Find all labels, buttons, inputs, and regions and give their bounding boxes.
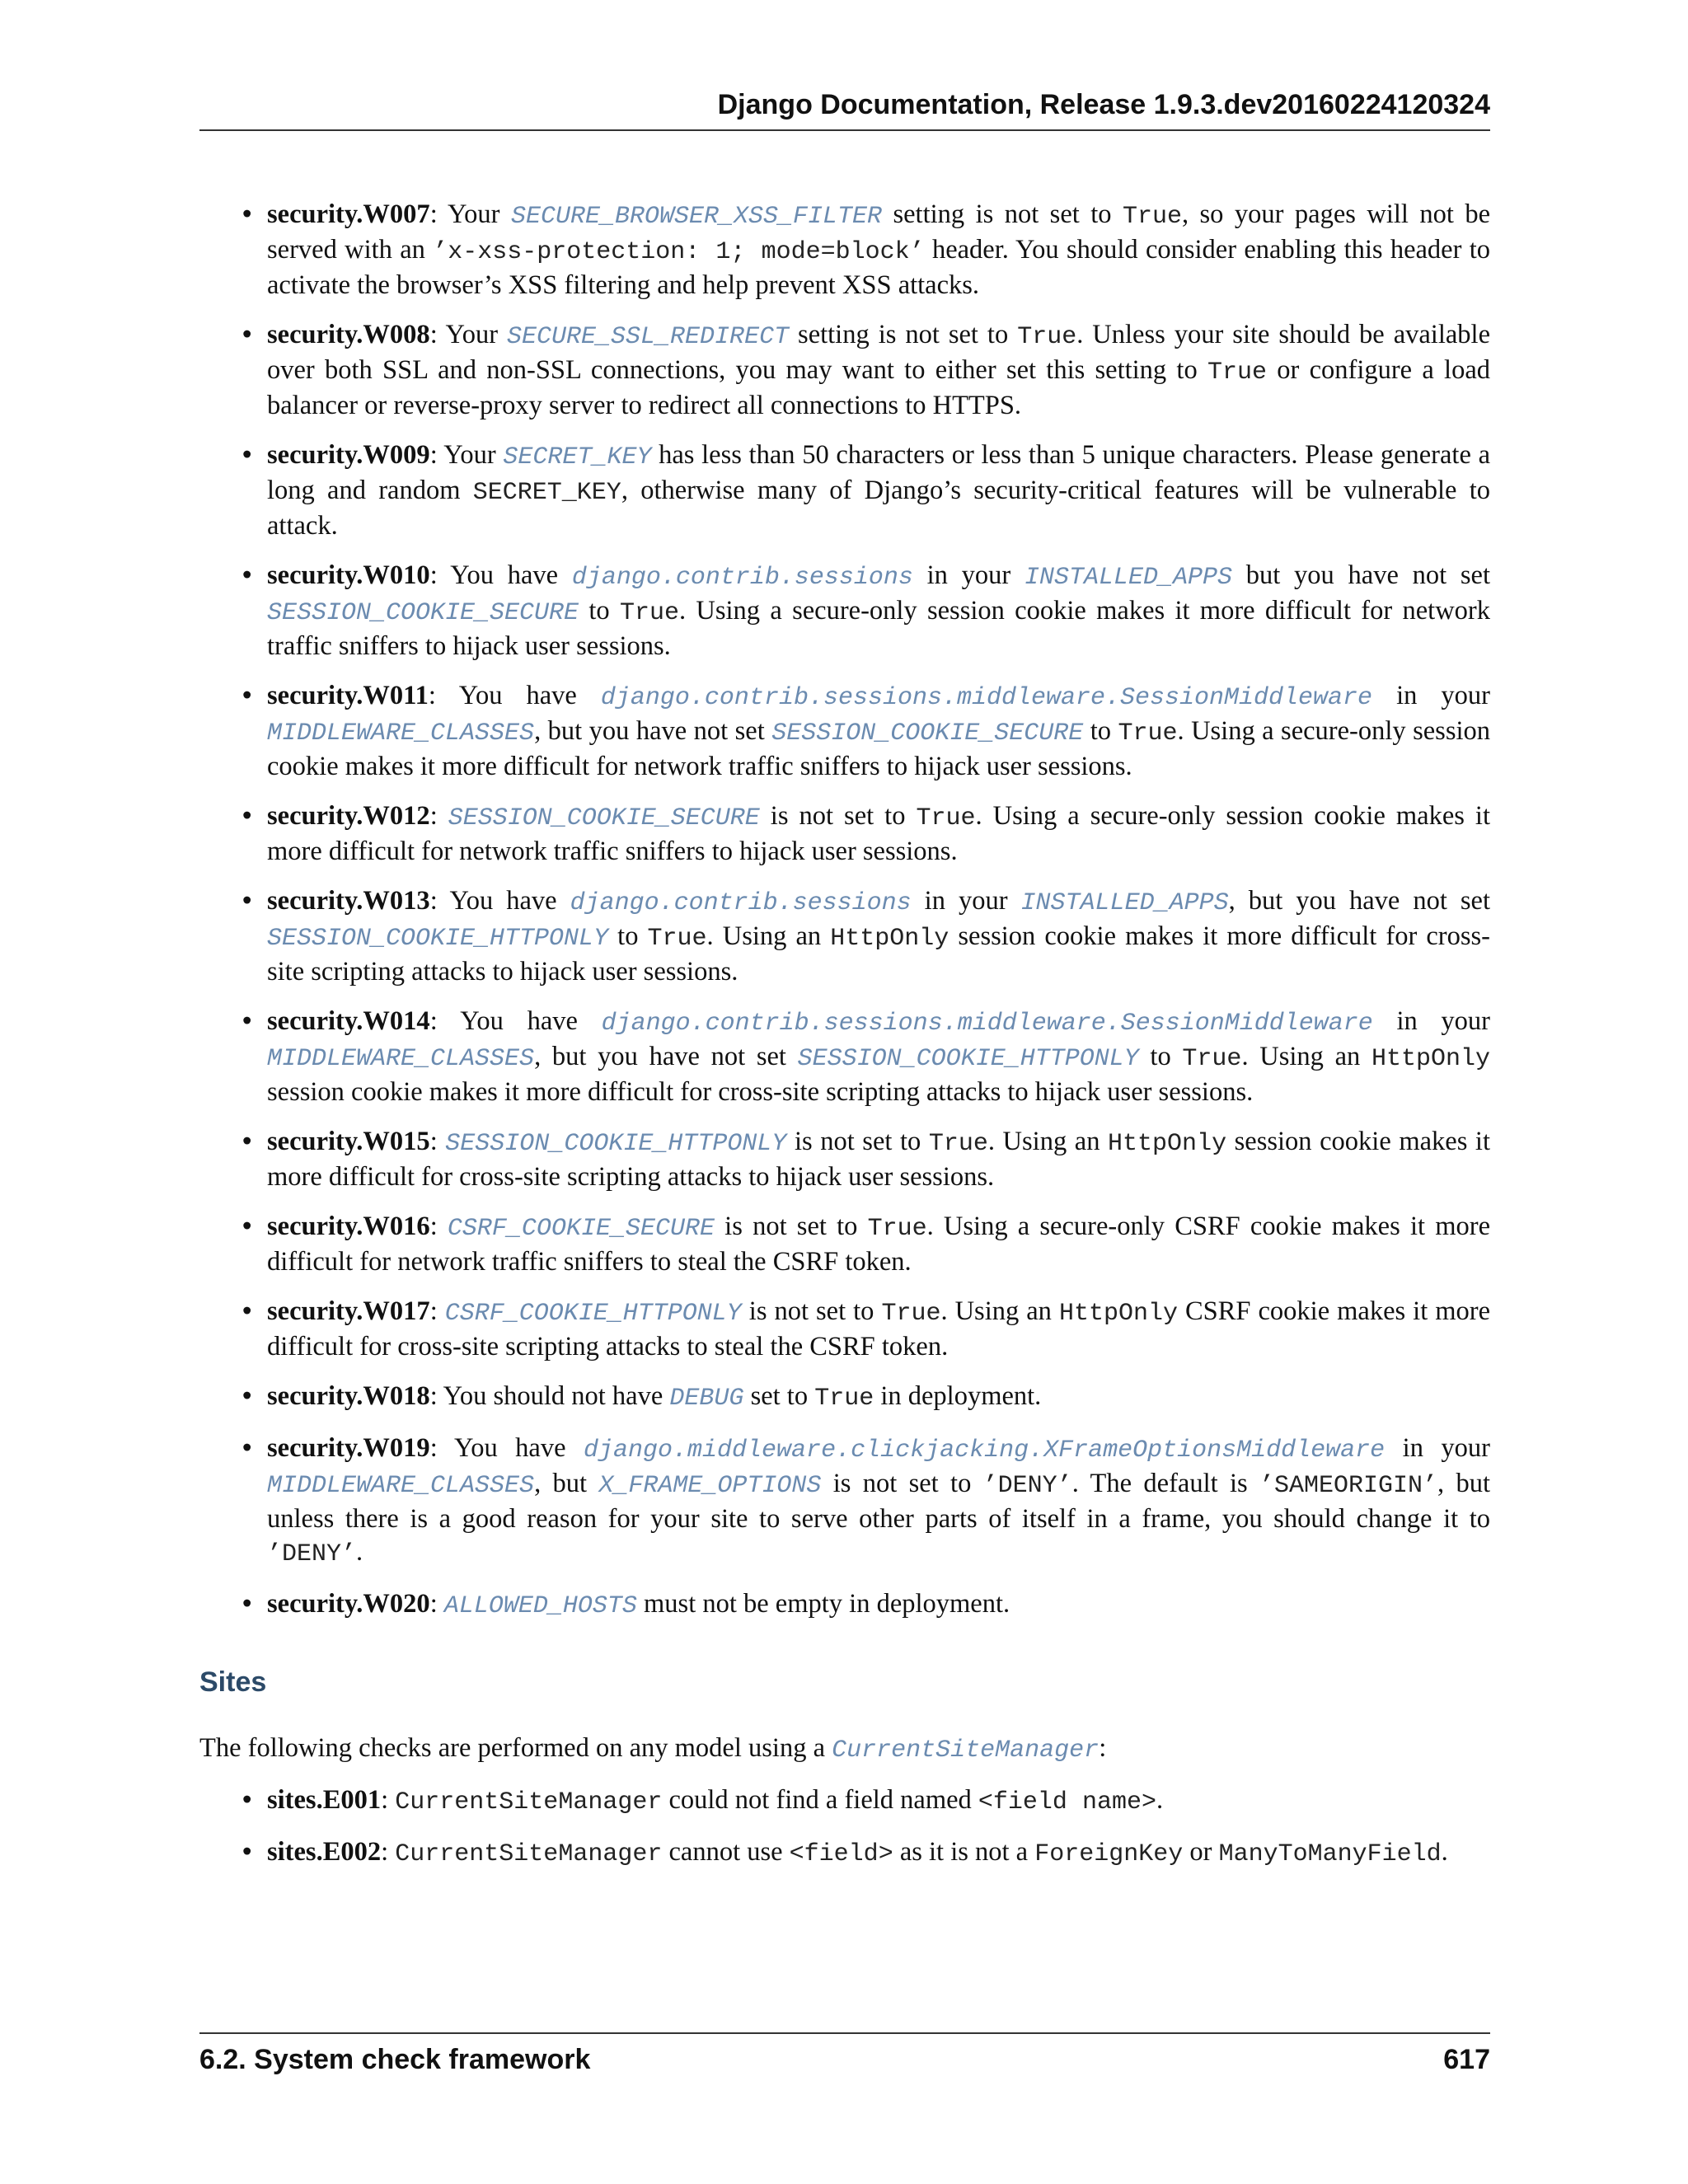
inline-code: <field name> [978,1788,1156,1816]
check-code: security.W012 [267,801,430,831]
check-code: security.W008 [267,320,430,349]
inline-code: True [619,599,679,627]
body-text: is not set to [759,801,917,831]
body-text: . Using a secure-only session cookie makes it more difficult for network traffic sniffers to hijack user sessions. [267,596,1490,661]
setting-link[interactable]: SESSION_COOKIE_SECURE [448,804,760,832]
bullet-icon: • [242,681,252,710]
check-item-security-w014 [199,1005,1490,1108]
inline-code: True [1207,359,1267,387]
setting-link[interactable]: SESSION_COOKIE_SECURE [267,599,579,627]
body-text: . Using a secure-only CSRF cookie makes it more difficult for network traffic sniffers to steal the CSRF token. [267,1212,1490,1277]
setting-link[interactable]: INSTALLED_APPS [1020,889,1229,917]
body-text: to [1138,1042,1183,1071]
body-text: : [429,1127,446,1156]
footer-section-title: 6.2. System check framework [199,2044,591,2075]
bullet-icon: • [242,440,252,470]
body-text: session cookie makes it more difficult for cross-site scripting attacks to hijack user sessions. [267,1127,1490,1192]
body-text: in your [1372,681,1490,710]
setting-link[interactable]: INSTALLED_APPS [1024,564,1233,592]
body-text: . [1441,1837,1448,1867]
sites-checks-list [199,1783,1490,1871]
body-text: in your [1385,1433,1490,1463]
inline-code: ForeignKey [1034,1840,1184,1868]
setting-link[interactable]: MIDDLEWARE_CLASSES [267,719,535,748]
body-text: CSRF cookie makes it more difficult for cross-site scripting attacks to steal the CSRF token. [267,1296,1491,1361]
check-item-security-w010 [199,559,1490,663]
bullet-icon: • [242,801,252,831]
body-text: , so your pages will not be served with an [267,199,1490,265]
bullet-icon: • [242,199,252,229]
body-text: or [1183,1837,1219,1867]
body-text: : [429,1296,445,1326]
body-text: is not set to [786,1127,929,1156]
inline-code: SECRET_KEY [472,479,621,507]
body-text: to [608,921,648,951]
bullet-icon: • [242,1837,252,1867]
body-text: , but [534,1469,599,1498]
check-item-security-w019 [199,1432,1490,1571]
body-text: session cookie makes it more difficult for cross-site scripting attacks to hijack user sessions. [267,1077,1254,1107]
check-item-security-w020 [199,1587,1490,1623]
setting-link[interactable]: CSRF_COOKIE_SECURE [447,1215,715,1243]
check-code: sites.E002 [267,1837,382,1867]
body-text: . Using a secure-only session cookie makes it more difficult for network traffic sniffers to hijack user sessions. [267,716,1491,781]
check-item-security-w008 [199,318,1490,422]
sites-intro-text: The following checks are performed on any model using a [199,1733,832,1763]
check-code: security.W013 [267,886,430,916]
body-text: as it is not a [893,1837,1035,1867]
setting-link[interactable]: SESSION_COOKIE_SECURE [771,719,1084,748]
setting-link[interactable]: SESSION_COOKIE_HTTPONLY [445,1130,787,1158]
check-code: sites.E001 [267,1785,382,1815]
body-text: or configure a load balancer or reverse-proxy server to redirect all connections to HTTPS. [267,355,1490,420]
inline-code: True [867,1215,927,1243]
setting-link[interactable]: django.contrib.sessions [570,889,912,917]
document-title: Django Documentation, Release 1.9.3.dev20160224120324 [717,89,1490,120]
section-heading-sites: Sites [199,1666,267,1698]
setting-link[interactable]: SECURE_SSL_REDIRECT [507,323,790,351]
body-text: . Using an [1241,1042,1372,1071]
body-text: to [579,596,620,626]
check-item-security-w011 [199,679,1490,783]
body-text: . Using an [987,1127,1109,1156]
bullet-icon: • [242,1127,252,1156]
body-text: . [1156,1785,1164,1815]
setting-link[interactable]: django.middleware.clickjacking.XFrameOptionsMiddleware [584,1436,1386,1465]
inline-code: True [814,1385,874,1413]
page-footer [199,2032,1490,2076]
body-text: : You have [428,681,601,710]
bullet-icon: • [242,1212,252,1241]
check-item-sites-e001 [199,1783,1490,1819]
body-text: , but unless there is a good reason for your site to serve other parts of itself in a frame, you should change it to [267,1469,1491,1534]
check-item-security-w018 [199,1380,1490,1415]
body-text: is not set to [821,1469,983,1498]
body-text: . [356,1537,363,1567]
body-text: . Using an [706,921,831,951]
body-text: , but you have not set [534,716,772,746]
body-text: , but you have not set [534,1042,798,1071]
body-text: but you have not set [1232,560,1490,590]
body-text: . The default is [1071,1469,1259,1498]
inline-code: HttpOnly [1371,1045,1491,1073]
body-text: setting is not set to [882,199,1123,229]
inline-code: True [1118,719,1178,748]
check-item-security-w012 [199,799,1490,868]
body-text: in your [1372,1006,1490,1036]
body-text: : You have [429,560,572,590]
check-code: security.W019 [267,1433,430,1463]
setting-link[interactable]: SESSION_COOKIE_HTTPONLY [797,1045,1139,1073]
body-text: . Using a secure-only session cookie makes it more difficult for network traffic sniffers to hijack user sessions. [267,801,1490,866]
check-code: security.W009 [267,440,430,470]
inline-code: True [647,925,707,953]
current-site-manager-link[interactable]: CurrentSiteManager [832,1736,1100,1765]
security-checks-list [199,198,1490,1623]
check-item-security-w007 [199,198,1490,302]
check-code: security.W011 [267,681,429,710]
bullet-icon: • [242,1296,252,1326]
body-text: : Your [429,440,504,470]
bullet-icon: • [242,320,252,349]
check-item-security-w013 [199,884,1490,988]
inline-code: CurrentSiteManager [395,1840,663,1868]
body-text: : Your [429,320,508,349]
body-text: is not set to [714,1212,868,1241]
check-code: security.W015 [267,1127,430,1156]
sites-intro-end: : [1099,1733,1107,1763]
inline-code: True [1182,1045,1242,1073]
body-text: : You should not have [429,1381,670,1411]
body-text: session cookie makes it more difficult for cross-site scripting attacks to hijack user sessions. [267,921,1490,987]
check-code: security.W010 [267,560,430,590]
check-code: security.W007 [267,199,430,229]
page-number: 617 [1443,2044,1490,2075]
inline-code: HttpOnly [1058,1300,1178,1328]
page-header [199,89,1490,131]
body-text: : [429,1589,444,1619]
inline-code: HttpOnly [1108,1130,1227,1158]
body-text: . Unless your site should be available over both SSL and non-SSL connections, you may want to either set this setting to [267,320,1490,385]
inline-code: True [881,1300,941,1328]
setting-link[interactable]: MIDDLEWARE_CLASSES [267,1045,535,1073]
inline-code: HttpOnly [830,925,950,953]
body-text: : [429,801,448,831]
page-content [199,198,1490,1887]
setting-link[interactable]: SECRET_KEY [503,443,652,471]
inline-code: CurrentSiteManager [395,1788,663,1816]
setting-link[interactable]: django.contrib.sessions.middleware.SessionMiddleware [601,1010,1373,1038]
check-item-security-w016 [199,1210,1490,1278]
bullet-icon: • [242,1785,252,1815]
body-text: : [429,1212,448,1241]
bullet-icon: • [242,1589,252,1619]
setting-link[interactable]: django.contrib.sessions [571,564,913,592]
body-text: to [1083,716,1118,746]
bullet-icon: • [242,886,252,916]
body-text: in your [911,886,1021,916]
body-text: could not find a field named [662,1785,978,1815]
inline-code: ManyToManyField [1218,1840,1442,1868]
body-text: in deployment. [874,1381,1042,1411]
body-text: : You have [429,1433,584,1463]
check-code: security.W014 [267,1006,430,1036]
check-code: security.W017 [267,1296,430,1326]
check-item-security-w015 [199,1125,1490,1193]
check-item-security-w017 [199,1295,1490,1363]
inline-code: ’x-xss-protection: 1; mode=block’ [433,238,925,266]
inline-code: True [1122,203,1182,231]
setting-link[interactable]: SECURE_BROWSER_XSS_FILTER [510,203,883,231]
setting-link[interactable]: DEBUG [669,1385,744,1413]
body-text: set to [743,1381,815,1411]
setting-link[interactable]: MIDDLEWARE_CLASSES [267,1472,535,1500]
body-text: in your [912,560,1025,590]
check-code: security.W016 [267,1212,430,1241]
check-item-sites-e002 [199,1835,1490,1871]
body-text: setting is not set to [789,320,1018,349]
body-text: must not be empty in deployment. [636,1589,1010,1619]
bullet-icon: • [242,560,252,590]
body-text: has less than 50 characters or less than 5 unique characters. Please generate a long and random [267,440,1490,505]
bullet-icon: • [242,1381,252,1411]
body-text: : You have [429,1006,602,1036]
body-text: : [381,1785,396,1815]
body-text: , otherwise many of Django’s security-critical features will be vulnerable to attack. [267,476,1490,541]
inline-code: <field> [789,1840,893,1868]
inline-code: True [1017,323,1077,351]
inline-code: True [928,1130,988,1158]
body-text: cannot use [662,1837,790,1867]
inline-code: ’DENY’ [267,1540,357,1568]
check-item-security-w009 [199,438,1490,542]
body-text: : You have [429,886,570,916]
body-text: , but you have not set [1228,886,1490,916]
setting-link[interactable]: ALLOWED_HOSTS [443,1592,637,1620]
bullet-icon: • [242,1433,252,1463]
sites-intro [199,1732,1490,1767]
body-text: header. You should consider enabling this header to activate the browser’s XSS filtering and help prevent XSS attacks. [267,235,1490,300]
setting-link[interactable]: X_FRAME_OPTIONS [598,1472,822,1500]
body-text: : [381,1837,396,1867]
inline-code: ’DENY’ [982,1472,1072,1500]
bullet-icon: • [242,1006,252,1036]
setting-link[interactable]: SESSION_COOKIE_HTTPONLY [267,925,609,953]
inline-code: ’SAMEORIGIN’ [1259,1472,1438,1500]
setting-link[interactable]: django.contrib.sessions.middleware.SessionMiddleware [600,684,1373,712]
check-code: security.W018 [267,1381,430,1411]
check-code: security.W020 [267,1589,430,1619]
setting-link[interactable]: CSRF_COOKIE_HTTPONLY [444,1300,742,1328]
body-text: is not set to [741,1296,882,1326]
inline-code: True [916,804,976,832]
body-text: . Using an [940,1296,1059,1326]
body-text: : Your [429,199,511,229]
